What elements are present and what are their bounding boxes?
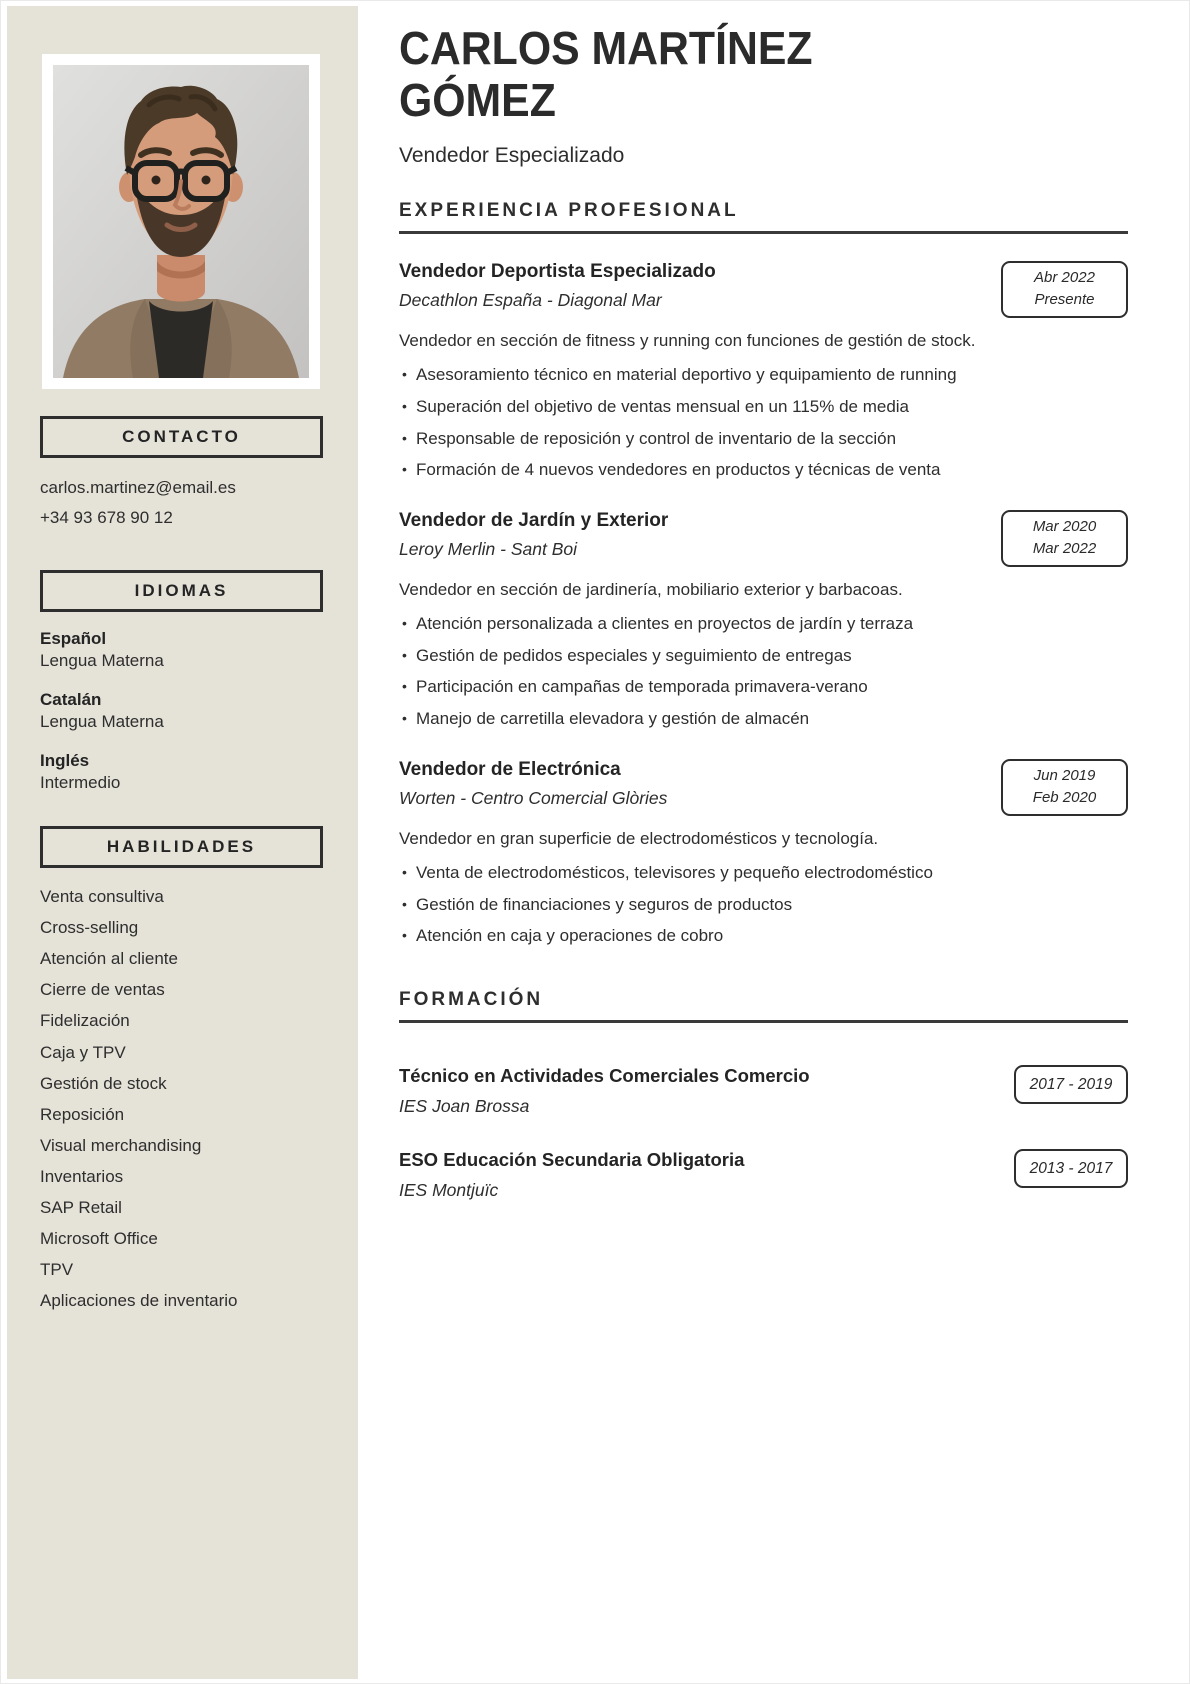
skill-item: Fidelización	[40, 1011, 130, 1031]
job-bullets	[399, 861, 1128, 949]
language-level: Lengua Materna	[40, 650, 164, 670]
date-badge	[1001, 510, 1128, 567]
skill-item: Venta consultiva	[40, 887, 164, 907]
person-name: CARLOS MARTÍNEZ GÓMEZ	[399, 22, 813, 126]
language-name: Español	[40, 628, 107, 648]
job-bullet: • Responsable de reposición y control de inventario de la sección	[399, 427, 1020, 452]
job-bullet: • Atención en caja y operaciones de cobro	[399, 924, 1020, 949]
sidebar	[7, 6, 358, 1679]
job-bullet: • Participación en campañas de temporada primavera-verano	[399, 675, 1020, 700]
date-end: Feb 2020	[1032, 789, 1097, 807]
skill-item: Reposición	[40, 1104, 125, 1124]
job-bullet: • Venta de electrodomésticos, televisores y pequeño electrodoméstico	[399, 861, 1020, 886]
job-bullet: • Atención personalizada a clientes en proyectos de jardín y terraza	[399, 612, 1020, 637]
skills-heading: HABILIDADES	[40, 826, 323, 868]
skill-item: Cross-selling	[40, 918, 139, 938]
job-bullet: • Formación de 4 nuevos vendedores en productos y técnicas de venta	[399, 458, 1020, 483]
person-title: Vendedor Especializado	[399, 143, 625, 167]
date-badge: 2017 - 2019	[1014, 1065, 1128, 1104]
contact-email: carlos.martinez@email.es	[40, 478, 236, 497]
date-badge	[1001, 261, 1128, 318]
language-level: Lengua Materna	[40, 711, 164, 731]
skill-item: Gestión de stock	[40, 1073, 167, 1093]
job-bullet: • Manejo de carretilla elevadora y gestión de almacén	[399, 707, 1020, 732]
job-bullet: • Superación del objetivo de ventas mensual en un 115% de media	[399, 395, 1020, 420]
job-company: Decathlon España - Diagonal Mar	[399, 289, 662, 310]
skill-item: Aplicaciones de inventario	[40, 1291, 238, 1311]
skill-item: Microsoft Office	[40, 1229, 158, 1249]
job-summary: Vendedor en sección de fitness y running con funciones de gestión de stock.	[399, 330, 976, 350]
job-bullet: • Gestión de pedidos especiales y seguimiento de entregas	[399, 644, 1020, 669]
date-end: Mar 2022	[1032, 540, 1097, 558]
contact-info	[40, 473, 338, 533]
language-item	[40, 750, 338, 794]
job-bullets	[399, 612, 1128, 732]
job-summary: Vendedor en sección de jardinería, mobiliario exterior y barbacoas.	[399, 579, 903, 599]
job-entry	[399, 261, 1128, 483]
education-school: IES Montjuïc	[399, 1180, 499, 1201]
job-title: Vendedor de Jardín y Exterior	[399, 509, 669, 531]
date-badge	[1001, 759, 1128, 816]
job-bullet: • Asesoramiento técnico en material deportivo y equipamiento de running	[399, 363, 1020, 388]
date-start: Mar 2020	[1032, 517, 1097, 535]
language-item	[40, 628, 338, 672]
job-summary: Vendedor en gran superficie de electrodomésticos y tecnología.	[399, 828, 879, 848]
language-name: Inglés	[40, 750, 90, 770]
skill-item: Inventarios	[40, 1166, 124, 1186]
job-company: Leroy Merlin - Sant Boi	[399, 538, 577, 559]
skill-item: SAP Retail	[40, 1198, 122, 1217]
skill-item: Caja y TPV	[40, 1042, 126, 1062]
job-header	[399, 759, 1128, 816]
job-bullet: • Gestión de financiaciones y seguros de productos	[399, 893, 1020, 918]
job-entry	[399, 510, 1128, 732]
contact-phone: +34 93 678 90 12	[40, 507, 173, 527]
skills-list	[40, 886, 338, 1312]
education-title: Técnico en Actividades Comerciales Comercio	[399, 1065, 810, 1087]
contact-heading: CONTACTO	[40, 416, 323, 458]
profile-photo	[53, 65, 309, 378]
job-title: Vendedor Deportista Especializado	[399, 260, 716, 282]
job-title: Vendedor de Electrónica	[399, 758, 621, 780]
education-school: IES Joan Brossa	[399, 1096, 530, 1117]
date-badge: 2013 - 2017	[1014, 1149, 1128, 1188]
job-entry	[399, 759, 1128, 949]
main-column	[399, 1, 1128, 1201]
education-entry	[399, 1065, 1128, 1117]
education-entry	[399, 1149, 1128, 1201]
skill-item: Visual merchandising	[40, 1135, 202, 1155]
job-bullets	[399, 363, 1128, 483]
skill-item: TPV	[40, 1260, 74, 1280]
education-heading: FORMACIÓN	[399, 989, 1128, 1023]
experience-heading: EXPERIENCIA PROFESIONAL	[399, 200, 1128, 234]
education-title: ESO Educación Secundaria Obligatoria	[399, 1149, 745, 1171]
skill-item: Atención al cliente	[40, 949, 178, 969]
skill-item: Cierre de ventas	[40, 980, 165, 1000]
languages-heading: IDIOMAS	[40, 570, 323, 612]
language-name: Catalán	[40, 689, 102, 709]
job-header	[399, 261, 1128, 318]
date-end: Presente	[1034, 291, 1095, 309]
job-header	[399, 510, 1128, 567]
language-level: Intermedio	[40, 772, 121, 792]
job-company: Worten - Centro Comercial Glòries	[399, 787, 668, 808]
date-start: Jun 2019	[1033, 766, 1096, 784]
language-item	[40, 689, 338, 733]
date-start: Abr 2022	[1034, 268, 1095, 286]
profile-photo-frame	[42, 54, 320, 389]
